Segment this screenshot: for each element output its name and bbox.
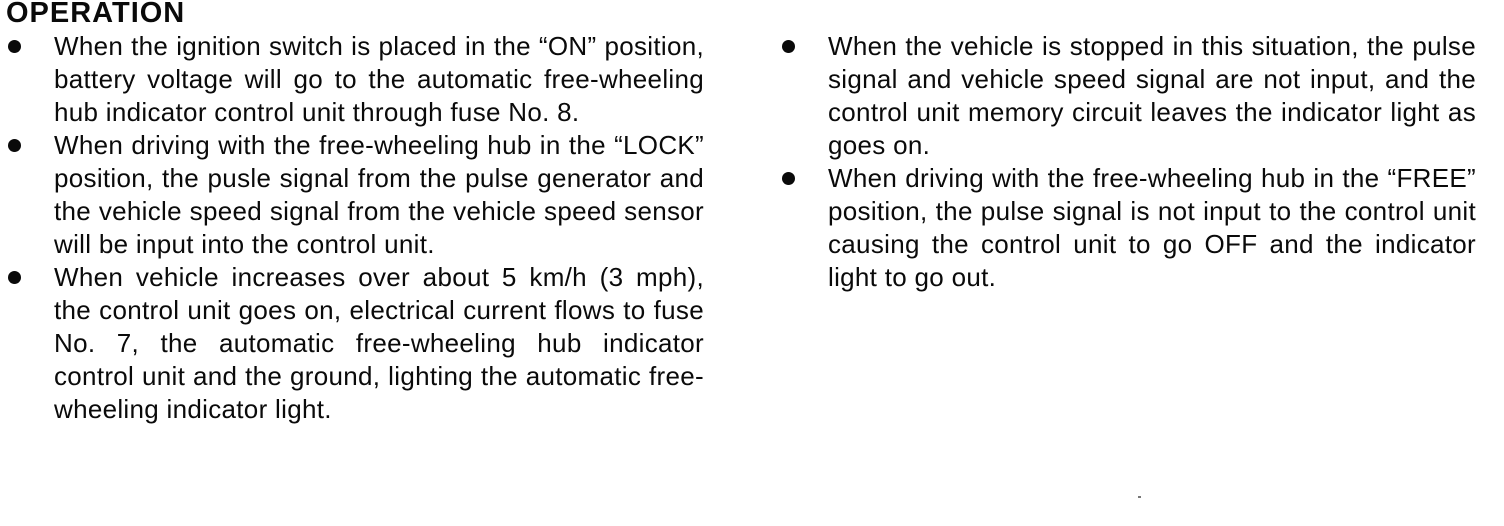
bullet-item: [6, 30, 706, 129]
bullet-text: When driving with the free-wheeling hub in the “LOCK” position, the pusle signal from the pulse generator and the vehicle speed signal from the vehicle speed sensor will be input into the control unit.: [54, 130, 704, 259]
bullet-icon: [6, 129, 22, 162]
bullet-item: [780, 30, 1480, 162]
scan-speck: [1138, 496, 1141, 498]
bullet-item: [6, 261, 706, 426]
right-column-bullet-list: [780, 30, 1480, 294]
bullet-icon: [780, 30, 796, 63]
bullet-text: When vehicle increases over about 5 km/h (3 mph), the control unit goes on, electrical current flows to fuse No. 7, the automatic free-wheeling hub indicator control unit and the ground, lighting the automatic free-wheeling indicator light.: [54, 262, 704, 424]
bullet-icon: [6, 30, 22, 63]
bullet-text: When driving with the free-wheeling hub in the “FREE” position, the pulse signal is not input to the control unit causing the control unit to go OFF and the indicator light to go out.: [828, 163, 1476, 292]
bullet-icon: [6, 261, 22, 294]
bullet-text: When the ignition switch is placed in the “ON” position, battery voltage will go to the automatic free-wheeling hub indicator control unit through fuse No. 8.: [54, 31, 704, 127]
left-column-bullet-list: [6, 30, 706, 426]
bullet-item: [6, 129, 706, 261]
bullet-item: [780, 162, 1480, 294]
section-heading: OPERATION: [6, 0, 186, 29]
bullet-icon: [780, 162, 796, 195]
bullet-text: When the vehicle is stopped in this situation, the pulse signal and vehicle speed signal are not input, and the control unit memory circuit leaves the indicator light as goes on.: [828, 31, 1476, 160]
